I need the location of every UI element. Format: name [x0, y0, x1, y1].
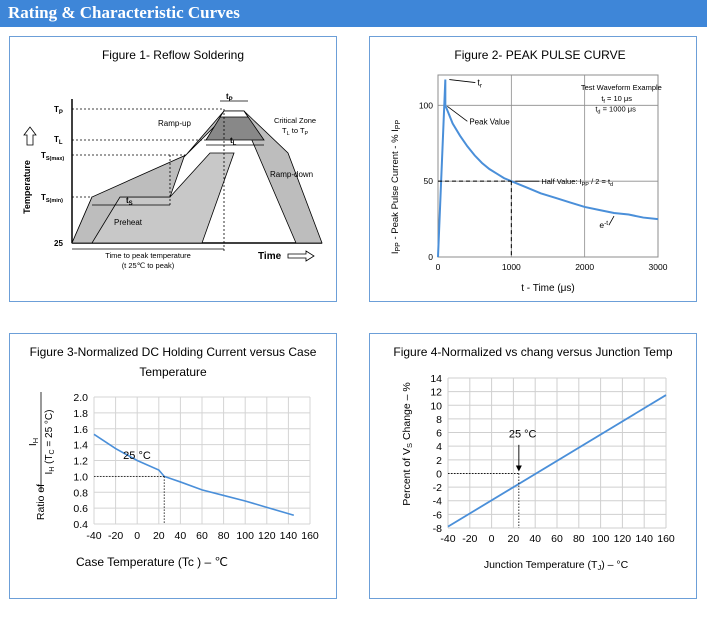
fig2-half-value-rest: / 2 = t: [588, 177, 611, 187]
fig4-ytick-label: -6: [432, 509, 442, 522]
fig4-xtick-label: 140: [635, 533, 653, 545]
fig4-ytick-label: 14: [430, 373, 442, 385]
fig2-tf-sub: f: [603, 98, 605, 105]
fig1-tl-label: T: [54, 135, 59, 144]
fig4-xtick-label: 0: [488, 533, 495, 545]
fig2-ytick-label: 0: [428, 252, 433, 262]
fig1-ylabel: Temperature: [22, 160, 32, 214]
fig2-td-rest: = 1000 μs: [600, 104, 636, 114]
fig3-ylabel-denom: I: [44, 471, 55, 475]
fig2-td-label: $t_d = 1000$ μs: [595, 104, 636, 116]
fig1-tsmin-sub: S(min): [45, 198, 64, 204]
fig3-series-line: [94, 434, 294, 515]
fig3-xtick-label: 140: [279, 530, 298, 542]
figure-3-chart: [10, 334, 336, 598]
fig1-rampup-label: Ramp-up: [158, 119, 191, 128]
fig3-xtick-label: 20: [152, 530, 165, 542]
fig1-tp-label: T: [54, 105, 59, 114]
fig1-tl-time-sub: L: [232, 141, 237, 147]
fig3-ytick-label: 1.8: [73, 407, 88, 420]
fig2-tr-label: $t_r$: [477, 77, 483, 90]
fig4-ref-arrowhead: [516, 465, 522, 471]
fig3-xtick-label: 100: [236, 530, 254, 542]
fig2-xtick-label: 2000: [575, 262, 595, 272]
fig3-xtick-label: 120: [258, 530, 276, 542]
fig1-ylabel-arrow: [24, 127, 36, 145]
fig2-ylabel-a: I: [390, 251, 401, 255]
fig1-tl-sub: L: [58, 140, 63, 146]
fig4-xtick-label: 40: [529, 533, 542, 545]
figure-4-panel: [369, 333, 697, 599]
fig3-ylabel-top: I: [27, 443, 39, 447]
fig3-ylabel-denom-rest2: = 25 °C): [44, 409, 55, 450]
fig1-ts-time-sub: S: [128, 201, 133, 207]
fig2-half-value-sub: PP: [581, 182, 589, 189]
fig2-ylabel-a-sub: PP: [395, 242, 402, 252]
svg-text:Junction Temperature (TJ) – °C: [484, 559, 629, 572]
figure-1-title: Figure 1- Reflow Soldering: [101, 48, 245, 62]
figure-2-chart: [370, 37, 696, 301]
figure-3-panel: [9, 333, 337, 599]
figure-3-title: Figure 3-Normalized DC Holding Current versus Case: [29, 345, 317, 359]
fig2-ylabel-b: - Peak Pulse Current - % I: [390, 129, 401, 243]
fig3-xtick-label: -20: [108, 530, 124, 542]
fig3-ylabel-top-sub: H: [31, 437, 40, 444]
fig1-tsmin-label: T: [41, 193, 46, 202]
fig4-xtick-label: 60: [551, 533, 563, 545]
fig3-ylabel-bottom: Ratio of: [35, 483, 47, 521]
fig4-ytick-label: 8: [436, 413, 442, 426]
fig3-ytick-label: 2.0: [73, 392, 88, 404]
fig3-ytick-label: 0.6: [73, 503, 88, 516]
fig3-ytick-label: 1.6: [73, 423, 88, 436]
fig1-preheat-label: Preheat: [114, 218, 143, 227]
fig2-half-value-sub2: d: [610, 182, 614, 189]
fig4-ytick-label: 2: [436, 454, 442, 467]
fig3-xtick-label: 80: [217, 530, 230, 542]
fig1-critical-zone-label: Critical Zone: [274, 116, 317, 125]
fig4-xlabel-a-sub: J: [597, 563, 602, 572]
figure-2-title: Figure 2- PEAK PULSE CURVE: [454, 48, 626, 62]
fig1-critical-zone-t1: T: [282, 126, 287, 135]
fig2-peak-value-label: Peak Value: [469, 117, 510, 127]
fig2-xtick-label: 1000: [501, 262, 521, 272]
fig2-xtick-label: 0: [435, 262, 441, 272]
figure-1-diagram: [10, 37, 336, 301]
fig2-decay-sup: -t: [604, 220, 609, 228]
fig1-rampdown-label: Ramp-down: [270, 170, 314, 179]
fig4-xlabel-a: Junction Temperature (T: [483, 559, 598, 571]
fig4-ytick-label: 6: [436, 427, 442, 440]
fig3-ylabel-denom-sub: H: [49, 466, 56, 472]
fig4-xtick-label: 120: [613, 533, 632, 545]
fig1-tsmax-label: T: [41, 151, 46, 160]
fig1-critical-zone-mid: to T: [289, 126, 305, 135]
fig3-xtick-label: 60: [196, 530, 208, 542]
fig3-ylabel-denom-rest: (T: [44, 454, 55, 467]
svg-text:TP: [54, 105, 63, 116]
fig4-ytick-label: 4: [436, 441, 442, 454]
fig2-ylabel-b-sub: PP: [395, 119, 402, 130]
fig1-time-arrow: [288, 251, 314, 261]
svg-text:TS(max): [41, 151, 64, 162]
svg-text:TL: [54, 135, 63, 146]
fig3-xtick-label: 40: [174, 530, 187, 542]
fig1-tp-time-label: t: [226, 92, 229, 101]
fig2-tf-rest: = 10 μs: [604, 93, 633, 103]
fig4-xtick-label: 20: [507, 533, 520, 545]
fig1-critical-zone-s1: L: [286, 131, 290, 137]
fig3-xtick-label: 160: [301, 530, 319, 542]
fig3-ytick-label: 1.0: [73, 471, 88, 484]
fig1-tsmax-sub: S(max): [45, 156, 65, 162]
fig3-ytick-label: 0.8: [73, 487, 88, 500]
fig2-xlabel: t - Time (μs): [521, 283, 575, 294]
fig1-25-label: 25: [54, 239, 63, 248]
fig4-ylabel-a: Percent of V: [401, 447, 413, 506]
fig1-tp-sub: P: [58, 110, 63, 116]
fig1-critical-zone-s2: P: [304, 131, 309, 137]
fig4-ytick-label: -4: [432, 495, 442, 508]
fig1-ts-time-label: t: [126, 196, 129, 205]
fig3-ytick-label: 1.4: [73, 439, 88, 452]
figure-2-panel: [369, 36, 697, 302]
fig3-ref-label: 25 °C: [123, 449, 151, 462]
fig4-xtick-label: 80: [572, 533, 585, 545]
fig2-tr-pointer: [449, 80, 475, 83]
fig3-ytick-label: 0.4: [73, 519, 88, 531]
fig4-xtick-label: 100: [591, 533, 610, 545]
svg-text:TL to TP: [282, 126, 309, 137]
fig4-xlabel-b: ) – °C: [601, 559, 629, 571]
fig2-test-waveform: Test Waveform Example: [580, 83, 662, 93]
section-header: [0, 0, 707, 27]
fig4-ylabel-a-sub: S: [405, 442, 414, 448]
svg-text:IPP - Peak Pulse Current - % I: [390, 120, 402, 255]
fig4-xtick-label: 160: [657, 533, 675, 545]
figure-3-title2: Temperature: [139, 365, 207, 379]
section-title: Rating & Characteristic Curves: [8, 3, 240, 22]
fig3-xtick-label: 0: [134, 530, 141, 542]
svg-text:Percent of VS Change – %: [401, 382, 414, 506]
fig2-xtick-label: 3000: [648, 262, 668, 272]
fig1-time-to-peak-label: Time to peak temperature: [105, 251, 191, 260]
fig2-ytick-label: 50: [423, 176, 433, 187]
fig2-decay-label: $e^{-t}$: [599, 220, 609, 231]
fig3-ylabel-denom-sub2: C: [49, 449, 56, 455]
figure-4-chart: [370, 334, 696, 598]
fig4-xtick-label: -20: [462, 533, 478, 545]
fig2-tr-sub: r: [479, 82, 483, 90]
svg-text:IH: [27, 438, 40, 446]
fig1-tp-time-sub: P: [228, 97, 233, 103]
fig1-time-to-peak-label2: (t 25℃ to peak): [121, 261, 175, 270]
fig4-ylabel-b: Change – %: [401, 382, 413, 443]
fig1-time-label: Time: [258, 251, 282, 262]
fig2-td-sub: d: [597, 109, 601, 116]
fig2-half-value-label: Half Value: $I_{PP} / 2 = t_d$: [541, 177, 614, 189]
fig4-ytick-label: 10: [430, 400, 442, 413]
fig4-ytick-label: -8: [432, 523, 442, 535]
fig4-xtick-label: -40: [440, 533, 456, 545]
fig4-ytick-label: 0: [436, 468, 442, 481]
svg-text:IH (TC = 25 °C): [44, 410, 56, 475]
fig3-xtick-label: -40: [86, 530, 102, 542]
fig4-ref-label: 25 °C: [508, 428, 537, 441]
fig3-ytick-label: 1.2: [73, 455, 88, 468]
fig2-tf-label: $t_f = 10$ μs: [601, 93, 633, 105]
fig1-tl-time-label: t: [230, 136, 233, 145]
figure-4-title: Figure 4-Normalized vs chang versus Junction Temp: [393, 345, 673, 359]
fig3-xlabel: Case Temperature (Tc ) – ℃: [76, 555, 228, 569]
fig2-decay-pointer: [609, 216, 614, 225]
fig4-ytick-label: -2: [432, 482, 442, 495]
svg-text:TS(min): [41, 193, 63, 204]
figure-1-panel: [9, 36, 337, 302]
fig2-ytick-label: 100: [418, 100, 433, 111]
fig4-ytick-label: 12: [430, 386, 442, 399]
